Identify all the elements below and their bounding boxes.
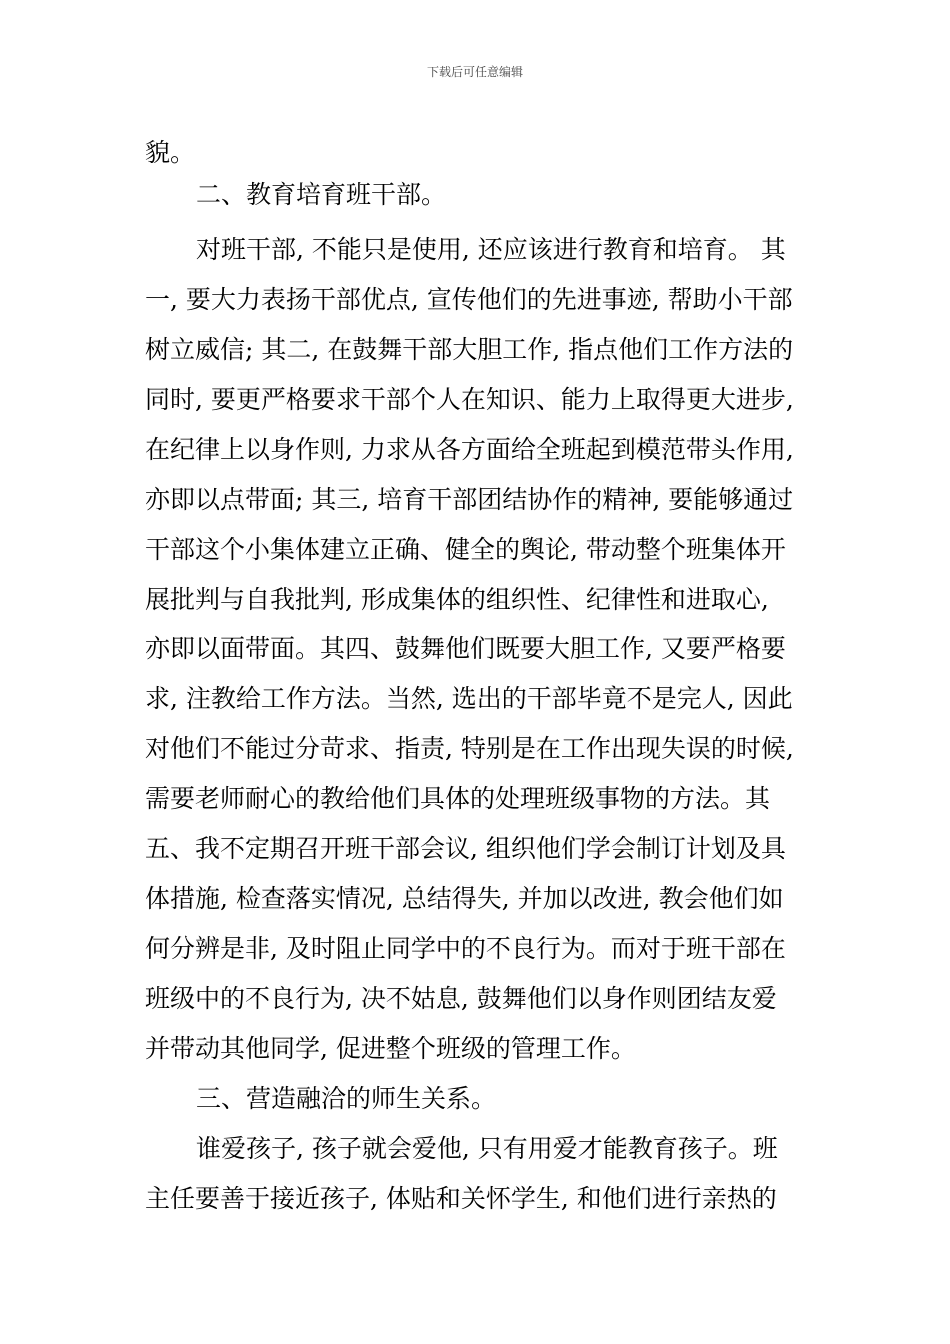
text-line: 貌。 [145,138,196,167]
text-line: 对班干部, 不能只是使用, 还应该进行教育和培育。 其 [196,235,786,264]
text-line: 班级中的不良行为, 决不姑息, 鼓舞他们以身作则团结友爱 [145,984,777,1013]
text-line: 体措施, 检查落实情况, 总结得失, 并加以改进, 教会他们如 [145,884,784,913]
text-line: 同时, 要更严格要求干部个人在知识、能力上取得更大进步, [145,385,794,414]
text-line: 谁爱孩子, 孩子就会爱他, 只有用爱才能教育孩子。班 [196,1134,778,1163]
text-line: 展批判与自我批判, 形成集体的组织性、纪律性和进取心, [145,585,769,614]
text-line: 亦即以面带面。其四、鼓舞他们既要大胆工作, 又要严格要 [145,634,786,663]
text-line: 树立威信; 其二, 在鼓舞干部大胆工作, 指点他们工作方法的 [145,335,794,364]
text-line: 何分辨是非, 及时阻止同学中的不良行为。而对于班干部在 [145,934,786,963]
text-line: 并带动其他同学, 促进整个班级的管理工作。 [145,1034,636,1063]
text-line: 在纪律上以身作则, 力求从各方面给全班起到模范带头作用, [145,435,794,464]
text-line: 求, 注教给工作方法。当然, 选出的干部毕竟不是完人, 因此 [145,684,793,713]
text-line: 一, 要大力表扬干部优点, 宣传他们的先进事迹, 帮助小干部 [145,285,793,314]
text-line: 五、我不定期召开班干部会议, 组织他们学会制订计划及具 [145,834,786,863]
section-heading: 三、营造融洽的师生关系。 [196,1084,497,1113]
section-heading: 二、教育培育班干部。 [196,180,447,209]
text-line: 干部这个小集体建立正确、健全的舆论, 带动整个班集体开 [145,535,786,564]
text-line: 需要老师耐心的教给他们具体的处理班级事物的方法。其 [145,784,771,813]
page-header: 下载后可任意编辑 [426,65,523,79]
text-line: 对他们不能过分苛求、指责, 特别是在工作出现失误的时候, [145,734,794,763]
text-line: 主任要善于接近孩子, 体贴和关怀学生, 和他们进行亲热的 [145,1184,777,1213]
text-line: 亦即以点带面; 其三, 培育干部团结协作的精神, 要能够通过 [145,485,794,514]
